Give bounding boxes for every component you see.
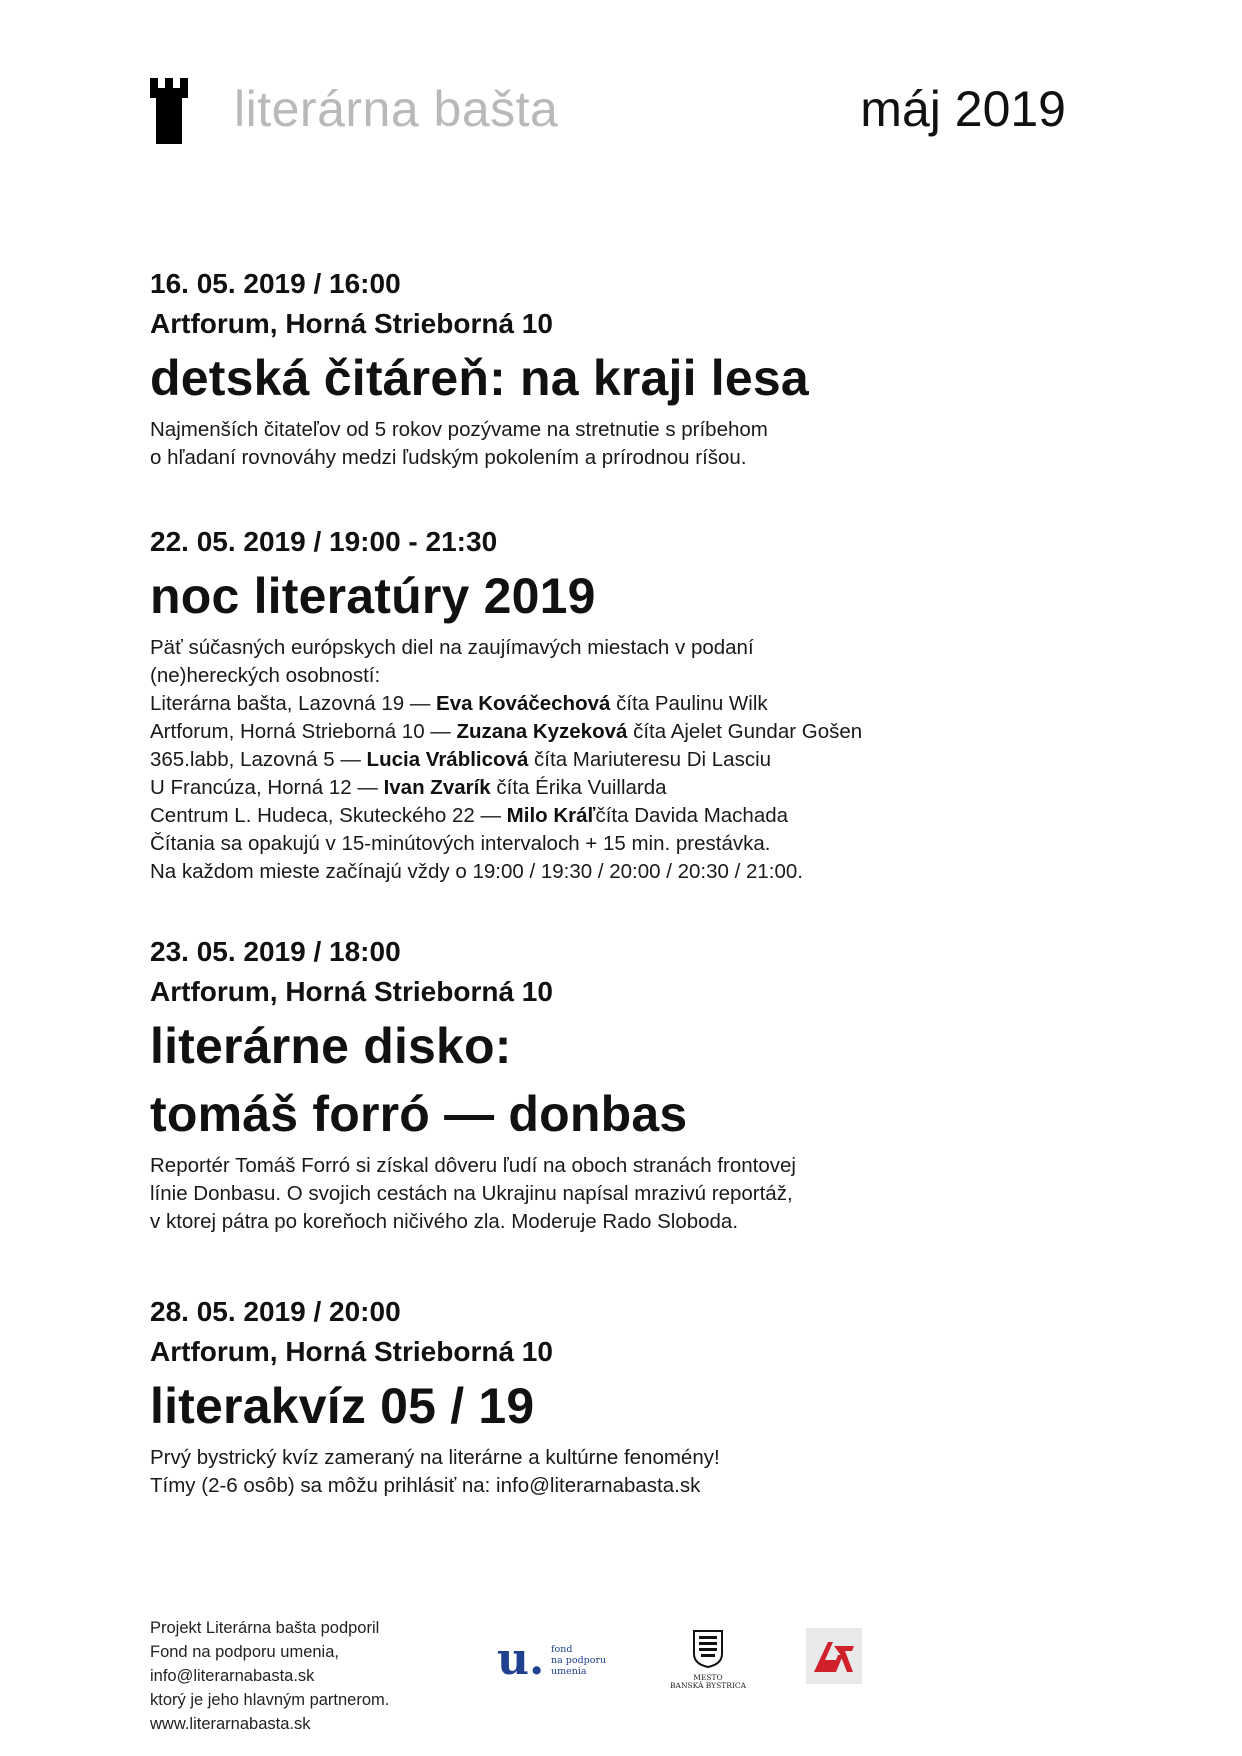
reader-name: Lucia Vráblicová <box>366 748 529 771</box>
fpu-logo-text <box>551 1644 606 1677</box>
event-title: tomáš forró — donbas <box>150 1086 688 1142</box>
event-date: 23. 05. 2019 / 18:00 <box>150 936 401 967</box>
fpu-logo <box>497 1634 613 1686</box>
description-line: línie Donbasu. O svojich cestách na Ukrajinu napísal mrazivú reportáž, <box>150 1182 793 1205</box>
city-logo-line: MESTO <box>693 1673 723 1682</box>
event-date: 28. 05. 2019 / 20:00 <box>150 1296 401 1327</box>
event-venue: Artforum, Horná Strieborná 10 <box>150 1336 553 1367</box>
event-card <box>150 264 1110 472</box>
event-card <box>150 1292 1110 1500</box>
event-date: 16. 05. 2019 / 16:00 <box>150 268 401 299</box>
reading-line <box>150 746 1110 774</box>
fpu-logo-mark: u. <box>497 1634 545 1685</box>
reader-name: Eva Kováčechová <box>436 692 611 715</box>
reading-text: číta Paulinu Wilk <box>610 692 768 715</box>
fpu-logo-line: fond <box>551 1644 573 1655</box>
footer-line: Projekt Literárna bašta podporil <box>150 1619 380 1637</box>
city-logo-line: BANSKÁ BYSTRICA <box>670 1681 746 1690</box>
reading-place: Centrum L. Hudeca, Skuteckého 22 — <box>150 804 507 827</box>
reader-name: Ivan Zvarík <box>383 776 491 799</box>
footer-credits <box>150 1616 389 1736</box>
event-description <box>150 634 1110 886</box>
reading-text: číta Mariuteresu Di Lasciu <box>528 748 772 771</box>
reading-line <box>150 802 1110 830</box>
reading-place: U Francúza, Horná 12 — <box>150 776 384 799</box>
event-title: literakvíz 05 / 19 <box>150 1378 535 1434</box>
reading-place: Artforum, Horná Strieborná 10 — <box>150 720 457 743</box>
reading-line <box>150 718 1110 746</box>
description-line: v ktorej pátra po koreňoch ničivého zla. Moderuje Rado Sloboda. <box>150 1210 739 1233</box>
description-line: (ne)hereckých osobností: <box>150 664 381 687</box>
event-title: noc literatúry 2019 <box>150 568 596 624</box>
footer-website-link[interactable]: www.literarnabasta.sk <box>150 1715 311 1733</box>
description-line: Päť súčasných európskych diel na zaujímavých miestach v podaní <box>150 636 754 659</box>
event-description <box>150 1152 1110 1236</box>
reader-name: Zuzana Kyzeková <box>456 720 628 743</box>
reading-line <box>150 774 1110 802</box>
event-description <box>150 416 1110 472</box>
fpu-logo-line: umenia <box>551 1666 587 1677</box>
reader-name: Milo Kráľ <box>506 804 596 827</box>
reading-text: číta Ajelet Gundar Gošen <box>627 720 863 743</box>
artforum-logo-icon <box>806 1628 862 1684</box>
event-date: 22. 05. 2019 / 19:00 - 21:30 <box>150 526 498 557</box>
artforum-logo <box>806 1628 862 1684</box>
reading-text: číta Érika Vuillarda <box>490 776 667 799</box>
tower-icon <box>150 78 188 144</box>
reading-line <box>150 690 1110 718</box>
description-line: Reportér Tomáš Forró si získal dôveru ľudí na oboch stranách frontovej <box>150 1154 796 1177</box>
description-line: Na každom mieste začínajú vždy o 19:00 / 19:30 / 20:00 / 20:30 / 21:00. <box>150 860 803 883</box>
description-line: o hľadaní rovnováhy medzi ľudským pokolením a prírodnou ríšou. <box>150 446 747 469</box>
description-line: Čítania sa opakujú v 15-minútových intervaloch + 15 min. prestávka. <box>150 832 771 855</box>
description-line: Tímy (2-6 osôb) sa môžu prihlásiť na: info@literarnabasta.sk <box>150 1474 701 1497</box>
fpu-logo-line: na podporu <box>551 1655 607 1666</box>
brand-name: literárna bašta <box>234 81 559 137</box>
footer-line: ktorý je jeho hlavným partnerom. <box>150 1691 390 1709</box>
event-venue: Artforum, Horná Strieborná 10 <box>150 308 553 339</box>
footer-line: Fond na podporu umenia, <box>150 1643 339 1661</box>
event-title: literárne disko: <box>150 1018 512 1074</box>
event-venue: Artforum, Horná Strieborná 10 <box>150 976 553 1007</box>
reading-place: 365.labb, Lazovná 5 — <box>150 748 367 771</box>
event-description <box>150 1444 1110 1500</box>
footer-email-link[interactable]: info@literarnabasta.sk <box>150 1667 315 1685</box>
description-line: Najmenších čitateľov od 5 rokov pozývame na stretnutie s príbehom <box>150 418 768 441</box>
event-title: detská čitáreň: na kraji lesa <box>150 350 809 406</box>
event-card <box>150 522 1110 886</box>
city-logo-text <box>668 1674 748 1690</box>
reading-text: číta Davida Machada <box>595 804 789 827</box>
reading-place: Literárna bašta, Lazovná 19 — <box>150 692 437 715</box>
city-crest-icon <box>693 1630 723 1668</box>
city-logo <box>668 1630 748 1692</box>
description-line: Prvý bystrický kvíz zameraný na literárne a kultúrne fenomény! <box>150 1446 720 1469</box>
event-card <box>150 932 1110 1236</box>
month-label: máj 2019 <box>860 81 1066 137</box>
